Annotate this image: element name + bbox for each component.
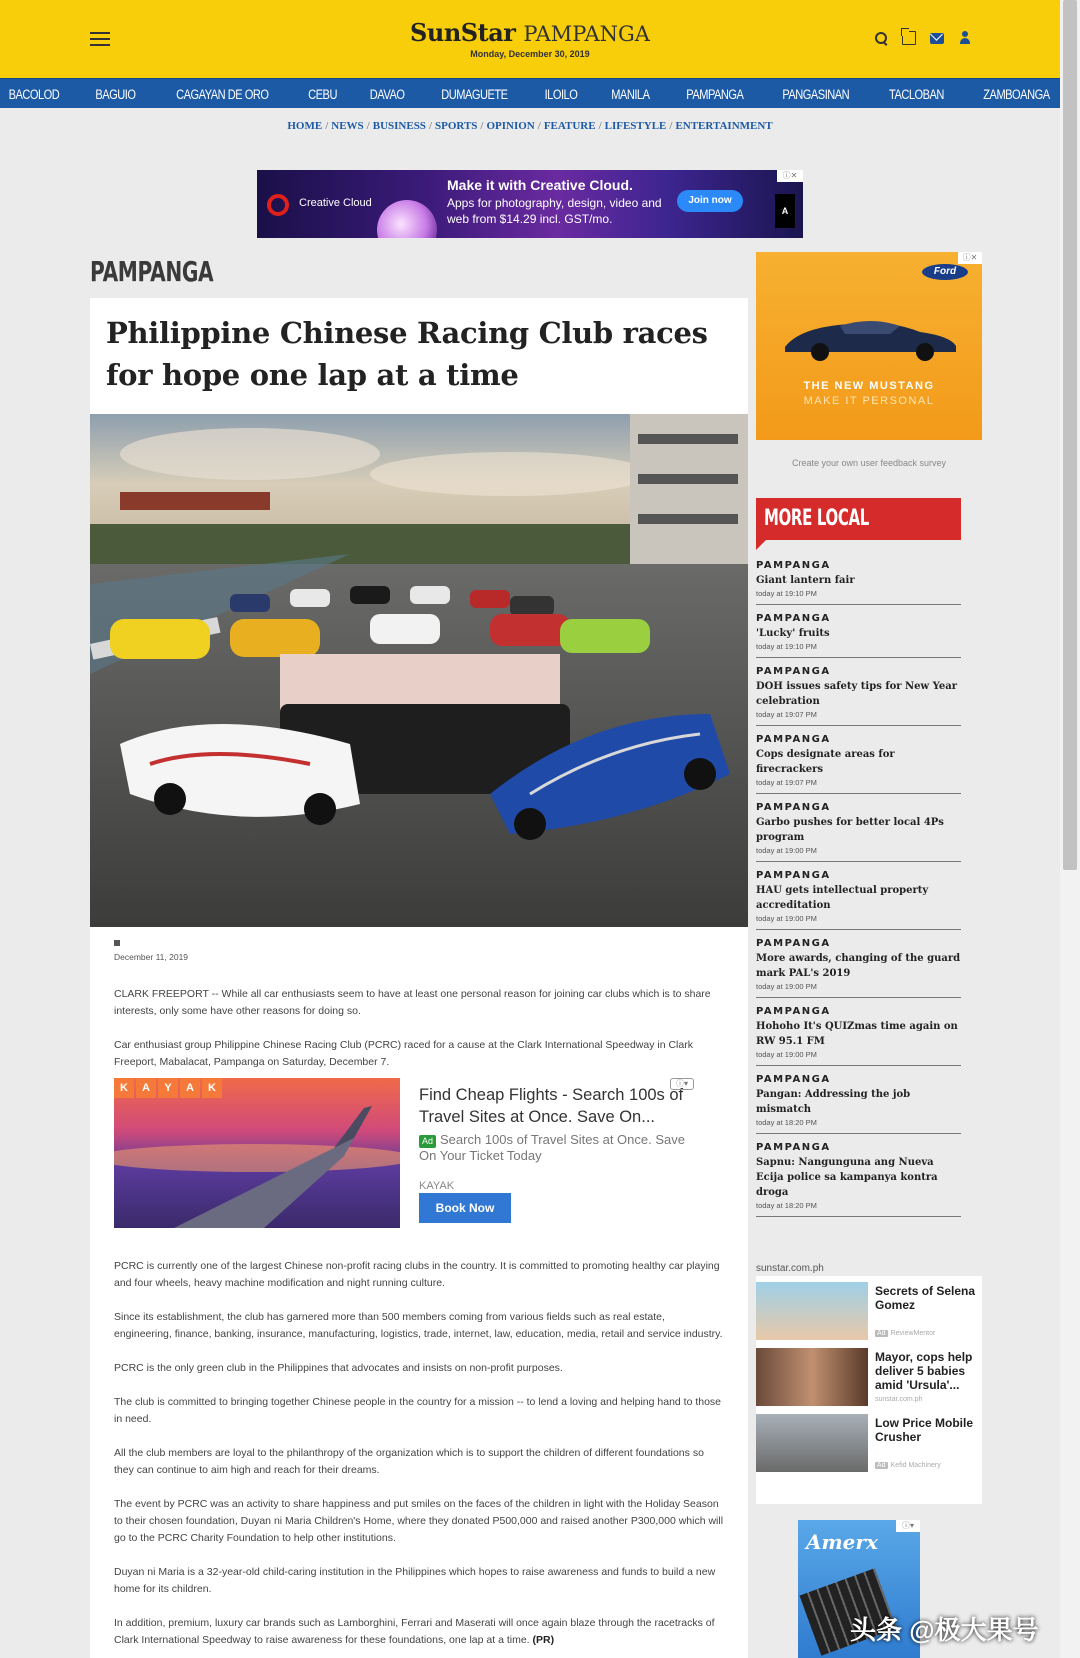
recommended-box: [756, 1276, 982, 1504]
recommended-thumbnail: [756, 1348, 868, 1406]
article-paragraph: Car enthusiast group Philippine Chinese Racing Club (PCRC) raced for a cause at the Clark International Speedway in Clark Freeport, Mabalacat, Pampanga on Saturday, December 7.: [114, 1039, 693, 1068]
section-title: PAMPANGA: [90, 255, 214, 288]
kayak-ad-source: KAYAK: [419, 1180, 455, 1192]
logo-edition[interactable]: PAMPANGA: [523, 22, 650, 46]
ad-choices-icon[interactable]: ⓘ▾: [670, 1078, 694, 1090]
recommended-source-label: sunstar.com.ph: [756, 1263, 824, 1274]
article-body: [114, 940, 724, 1658]
section-link-news[interactable]: NEWS: [331, 120, 364, 132]
ford-ad-subtagline: MAKE IT PERSONAL: [803, 395, 935, 407]
article-title: Philippine Chinese Racing Club races for hope one lap at a time: [106, 316, 708, 392]
article-date: December 11, 2019: [114, 952, 189, 962]
section-link-entertainment[interactable]: ENTERTAINMENT: [675, 120, 773, 132]
list-item[interactable]: PAMPANGA Pangan: Addressing the job mismatch today at 18:20 PM: [756, 1074, 961, 1134]
section-link-business[interactable]: BUSINESS: [372, 120, 426, 132]
list-item[interactable]: PAMPANGA DOH issues safety tips for New Year celebration today at 19:07 PM: [756, 666, 961, 726]
racing-club-photo: [90, 414, 748, 927]
section-link-home[interactable]: HOME: [287, 120, 323, 132]
article: [90, 298, 748, 1658]
recommended-thumbnail: [756, 1414, 868, 1472]
city-link[interactable]: MANILA: [611, 86, 650, 102]
ad-headline: Make it with Creative Cloud.: [447, 177, 633, 193]
list-item[interactable]: PAMPANGA Cops designate areas for firecrackers today at 19:07 PM: [756, 734, 961, 794]
article-paragraph: The event by PCRC was an activity to share happiness and put smiles on the faces of the children in light with the Holiday Season to their chosen foundation, Duyan ni Maria Children's Home, where they donated P500,000 and raised another P300,000 which will go to the PCRC Charity Foundation to help other institutions.: [114, 1498, 724, 1544]
article-paragraph: Since its establishment, the club has garnered more than 500 members coming from various fields such as real estate, engineering, finance, banking, insurance, manufacturing, logistics, trade, internet, law, education, media, retail and service industry.: [114, 1311, 723, 1340]
city-link[interactable]: DUMAGUETE: [441, 86, 508, 102]
city-link[interactable]: DAVAO: [369, 86, 405, 102]
recommended-item[interactable]: Low Price Mobile Crusher Ad Kefid Machinery: [756, 1408, 982, 1474]
list-item[interactable]: PAMPANGA Garbo pushes for better local 4Ps program today at 19:00 PM: [756, 802, 961, 862]
adobe-logo-icon: A: [775, 194, 795, 228]
article-paragraph: PCRC is the only green club in the Philippines that advocates and insists on non-profit purposes.: [114, 1362, 563, 1374]
city-link[interactable]: BAGUIO: [95, 86, 136, 102]
ad-close-icon[interactable]: ⓘ▾: [896, 1520, 920, 1532]
city-link[interactable]: BACOLOD: [8, 86, 60, 102]
article-paragraph: PCRC is currently one of the largest Chinese non-profit racing clubs in the country. It is committed to promoting healthy car playing and four wheels, heavy machine modification and night running culture.: [114, 1260, 720, 1289]
planet-graphic: [377, 200, 437, 238]
kayak-ad-image: [114, 1078, 400, 1228]
city-link[interactable]: CEBU: [307, 86, 337, 102]
city-link[interactable]: CAGAYAN DE ORO: [176, 86, 269, 102]
list-item[interactable]: PAMPANGA Hohoho It's QUIZmas time again on RW 95.1 FM today at 19:00 PM: [756, 1006, 961, 1066]
list-item[interactable]: PAMPANGA More awards, changing of the guard mark PAL's 2019 today at 19:00 PM: [756, 938, 961, 998]
section-link-lifestyle[interactable]: LIFESTYLE: [604, 120, 667, 132]
recommended-item[interactable]: Mayor, cops help deliver 5 babies amid 'Ursula'... sunstar.com.ph: [756, 1342, 982, 1408]
city-link[interactable]: TACLOBAN: [888, 86, 944, 102]
logo-brand[interactable]: SunStar: [410, 18, 516, 47]
article-hero-image: [90, 414, 748, 927]
list-item[interactable]: PAMPANGA 'Lucky' fruits today at 19:10 PM: [756, 613, 961, 658]
user-icon[interactable]: [958, 31, 972, 45]
ad-badge: Ad: [419, 1135, 436, 1148]
article-paragraph: In addition, premium, luxury car brands such as Lamborghini, Ferrari and Maserati will once again blaze through the racetracks of Clark International Speedway to raise awareness for these foundations, one lap at a time. (PR): [114, 1617, 715, 1646]
header-icons: [874, 31, 972, 45]
scrollbar-thumb[interactable]: [1063, 0, 1077, 870]
watermark-text: 头条 @极大果号: [850, 1615, 1039, 1645]
city-link[interactable]: ZAMBOANGA: [983, 86, 1050, 102]
kayak-ad[interactable]: [114, 1078, 724, 1228]
list-item[interactable]: PAMPANGA Sapnu: Nangunguna ang Nueva Ecija police sa kampanya kontra droga today at 18:20 PM: [756, 1142, 961, 1217]
ad-brand: Creative Cloud: [299, 197, 372, 209]
pr-tag: (PR): [532, 1634, 555, 1646]
ford-logo: Ford: [922, 264, 968, 280]
book-now-button[interactable]: Book Now: [419, 1193, 511, 1223]
join-now-button[interactable]: Join now: [677, 190, 743, 212]
ad-subtext: Apps for photography, design, video and web from $14.29 incl. GST/mo.: [447, 196, 662, 226]
city-nav: [0, 78, 1060, 108]
mustang-car-graphic: [780, 312, 960, 362]
kayak-logo: K A Y A K: [114, 1078, 224, 1098]
city-link[interactable]: PANGASINAN: [782, 86, 850, 102]
date-marker-icon: [114, 940, 120, 946]
page-scrollbar[interactable]: [1060, 0, 1080, 1658]
article-paragraph: CLARK FREEPORT -- While all car enthusiasts seem to have at least one personal reason for joining car clubs which is to share interests, only some have other reasons for doing so.: [114, 988, 711, 1017]
city-link[interactable]: PAMPANGA: [685, 86, 744, 102]
list-item[interactable]: PAMPANGA HAU gets intellectual property accreditation today at 19:00 PM: [756, 870, 961, 930]
amerx-logo: Amerx: [806, 1530, 878, 1554]
section-link-sports[interactable]: SPORTS: [435, 120, 478, 132]
more-local-header: [756, 498, 961, 540]
ad-close-icon[interactable]: ⓘ✕: [958, 252, 982, 264]
recommended-thumbnail: [756, 1282, 868, 1340]
city-link[interactable]: ILOILO: [544, 86, 578, 102]
ford-mustang-ad[interactable]: [756, 252, 982, 440]
section-link-feature[interactable]: FEATURE: [543, 120, 596, 132]
header-date: Monday, December 30, 2019: [470, 49, 590, 59]
kayak-ad-title[interactable]: Find Cheap Flights - Search 100s of Travel Sites at Once. Save On...: [419, 1086, 684, 1126]
search-icon[interactable]: [874, 31, 888, 45]
site-header: [0, 0, 1060, 78]
creative-cloud-ad[interactable]: [257, 170, 803, 238]
recommended-item[interactable]: Secrets of Selena Gomez Ad ReviewMentor: [756, 1276, 982, 1342]
article-paragraph: All the club members are loyal to the philanthropy of the organization which is to support the children of different foundations so they can continue to aim high and reach for their dreams.: [114, 1447, 704, 1476]
ford-ad-tagline: THE NEW MUSTANG: [803, 380, 935, 392]
kayak-ad-description: Ad Search 100s of Travel Sites at Once. Save On Your Ticket Today: [419, 1132, 685, 1163]
more-local-label: MORE LOCAL: [764, 506, 869, 531]
article-paragraph: Duyan ni Maria is a 32-year-old child-caring institution in the Philippines which hopes to raise awareness and funds to build a new home for its children.: [114, 1566, 716, 1595]
airplane-wing-graphic: [114, 1078, 400, 1228]
list-item[interactable]: PAMPANGA Giant lantern fair today at 19:10 PM: [756, 560, 961, 605]
more-local-list: [756, 560, 961, 1225]
section-link-opinion[interactable]: OPINION: [486, 120, 535, 132]
section-nav: HOME / NEWS / BUSINESS / SPORTS / OPINION / FEATURE / LIFESTYLE / ENTERTAINMENT: [287, 120, 773, 132]
mail-icon[interactable]: [930, 33, 944, 44]
creative-cloud-icon: [267, 194, 289, 216]
epaper-icon[interactable]: [902, 31, 916, 45]
article-paragraph: The club is committed to bringing together Chinese people in the country for a mission -- to lend a loving and helping hand to those in need.: [114, 1396, 722, 1425]
survey-link[interactable]: Create your own user feedback survey: [791, 458, 947, 468]
ad-close-icon[interactable]: ⓘ✕: [777, 170, 803, 182]
